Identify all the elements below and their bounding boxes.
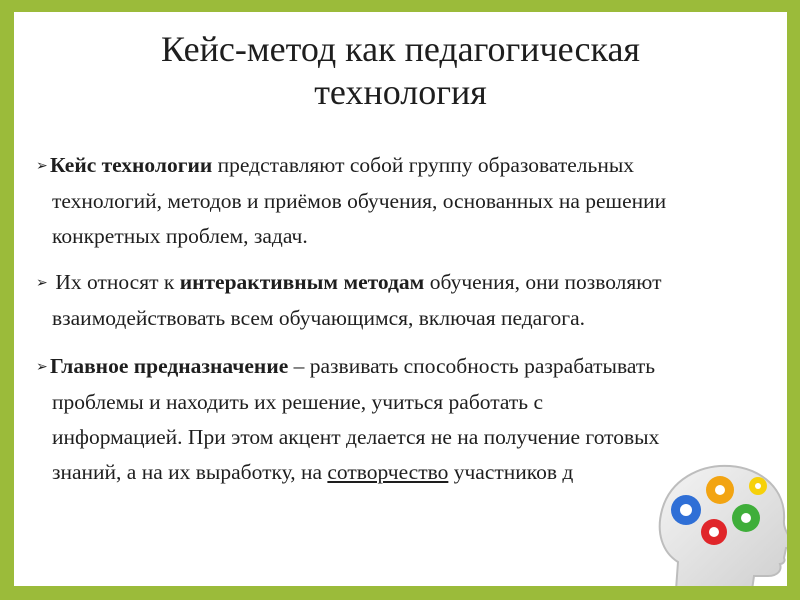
bullet-text: Их относят к: [50, 270, 180, 294]
bullet-bold-term: Главное предназначение: [50, 354, 289, 378]
bullet-line: взаимодействовать всем обучающимся, включая педагога.: [52, 306, 585, 330]
slide: [14, 12, 787, 586]
title-line-2: технология: [314, 72, 487, 112]
bullet-bold-term: Кейс технологии: [50, 153, 213, 177]
bullet-text: знаний, а на их выработку, на: [52, 460, 328, 484]
bullet-line: технологий, методов и приёмов обучения, основанных на решении: [52, 189, 667, 213]
bullet-text: обучения, они позволяют: [424, 270, 662, 294]
gear-blue: [671, 495, 701, 525]
gear-red: [701, 519, 727, 545]
bullet-line: конкретных проблем, задач.: [52, 224, 308, 248]
underlined-term: сотворчество: [327, 460, 449, 484]
bullet-bold-term: интерактивным методам: [179, 270, 425, 294]
title-line-1: Кейс-метод как педагогическая: [161, 29, 640, 69]
bullet-continuation: [36, 301, 772, 336]
bullet-text: – развивать способность разрабатывать: [288, 354, 656, 378]
bullet-line-last: [52, 460, 573, 484]
gear-green: [732, 504, 760, 532]
gear-orange: [706, 476, 734, 504]
bullet-line: информацией. При этом акцент делается не на получение готовых: [52, 425, 660, 449]
bullet-item: [36, 148, 772, 254]
bullet-item: [36, 265, 772, 336]
check-arrow-icon: ➢: [36, 275, 48, 291]
slide-title: [14, 28, 787, 114]
bullet-text: представляют собой группу образовательных: [212, 153, 635, 177]
check-arrow-icon: ➢: [36, 359, 48, 375]
bullet-continuation: [36, 184, 772, 254]
check-arrow-icon: ➢: [36, 158, 48, 174]
bullet-text: участников д: [448, 460, 574, 484]
bullet-line: проблемы и находить их решение, учиться работать с: [52, 390, 543, 414]
gear-yellow: [749, 477, 767, 495]
head-with-gears-icon: [654, 462, 787, 586]
